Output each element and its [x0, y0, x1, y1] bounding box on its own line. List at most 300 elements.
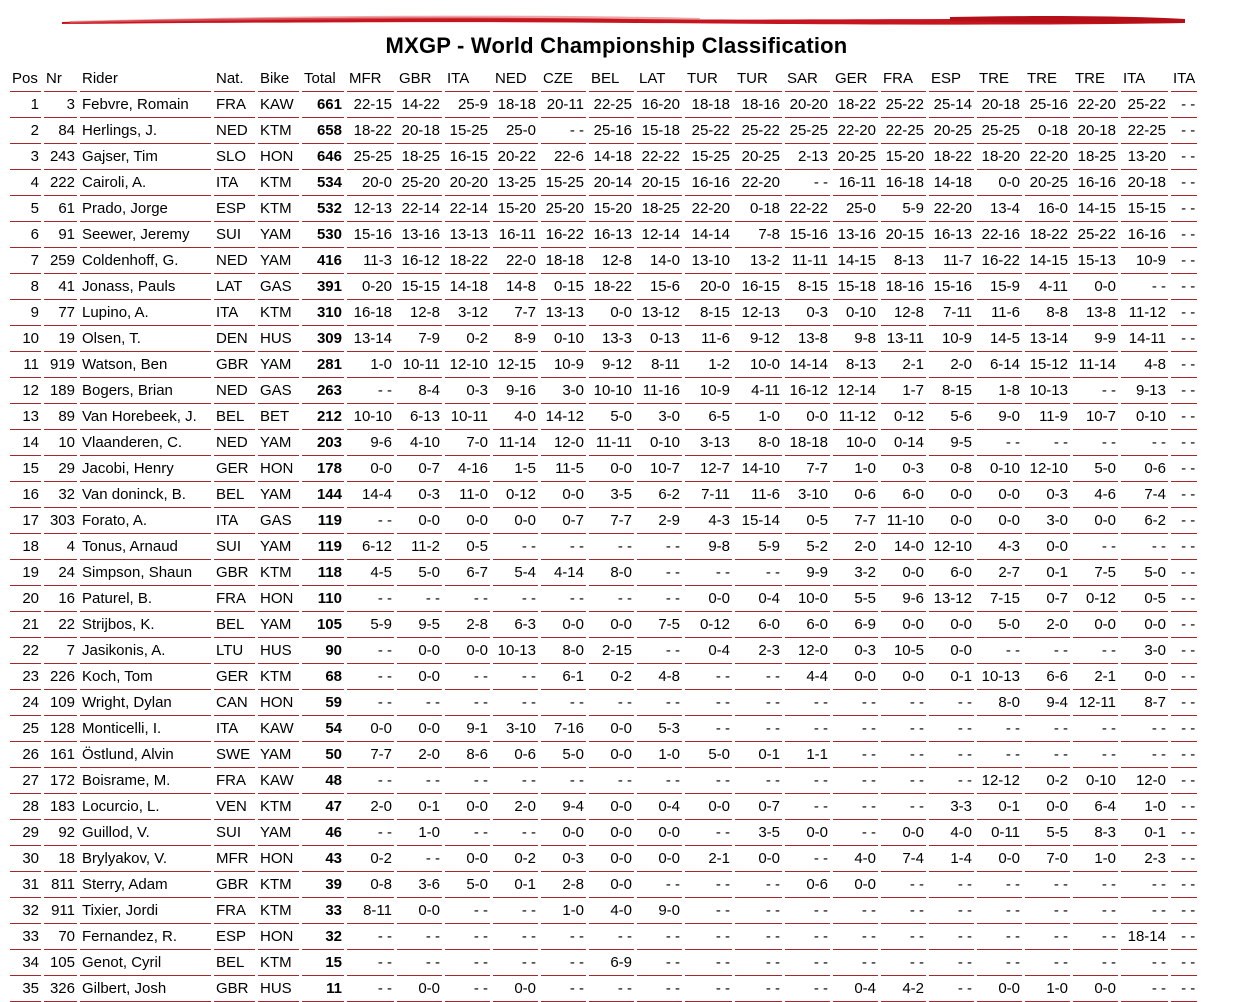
race-result-cell: 0-11: [977, 820, 1022, 846]
race-result-cell: 0-10: [1073, 768, 1118, 794]
bike-cell: YAM: [258, 612, 299, 638]
race-result-cell: 2-13: [785, 144, 830, 170]
race-result-cell: 11-14: [493, 430, 538, 456]
race-result-cell: 20-18: [1121, 170, 1168, 196]
number-cell: 92: [44, 820, 77, 846]
race-result-cell: 0-7: [541, 508, 586, 534]
bike-cell: YAM: [258, 352, 299, 378]
race-result-cell: 7-7: [589, 508, 634, 534]
race-result-cell: 0-3: [881, 456, 926, 482]
race-result-cell: 12-13: [735, 300, 782, 326]
race-result-cell: 3-13: [685, 430, 732, 456]
race-result-cell: 0-0: [1025, 534, 1070, 560]
race-result-cell: - -: [1121, 716, 1168, 742]
race-result-cell: - -: [833, 716, 878, 742]
race-result-cell: 10-13: [977, 664, 1022, 690]
nationality-cell: LAT: [214, 274, 255, 300]
race-result-cell: - -: [589, 534, 634, 560]
race-result-cell: 2-0: [347, 794, 394, 820]
race-result-cell: - -: [1121, 872, 1168, 898]
table-row: [10, 274, 1197, 300]
race-result-cell: 18-22: [1025, 222, 1070, 248]
race-result-cell: 16-16: [1121, 222, 1168, 248]
pos-cell: 30: [10, 846, 41, 872]
nationality-cell: ITA: [214, 300, 255, 326]
nationality-cell: SWE: [214, 742, 255, 768]
race-result-cell: 20-11: [541, 92, 586, 118]
pos-cell: 21: [10, 612, 41, 638]
col-header-round: ITA: [1171, 66, 1197, 92]
race-result-cell: 22-20: [685, 196, 732, 222]
race-result-cell: 20-20: [445, 170, 490, 196]
rider-name-cell: Monticelli, I.: [80, 716, 211, 742]
pos-cell: 4: [10, 170, 41, 196]
total-points-cell: 59: [302, 690, 344, 716]
rider-name-cell: Olsen, T.: [80, 326, 211, 352]
race-result-cell: - -: [1171, 638, 1197, 664]
table-row: [10, 300, 1197, 326]
race-result-cell: 0-3: [785, 300, 830, 326]
race-result-cell: 4-11: [735, 378, 782, 404]
race-result-cell: - -: [637, 690, 682, 716]
race-result-cell: - -: [881, 768, 926, 794]
race-result-cell: - -: [541, 690, 586, 716]
race-result-cell: 4-0: [929, 820, 974, 846]
race-result-cell: 9-5: [397, 612, 442, 638]
race-result-cell: 0-2: [589, 664, 634, 690]
race-result-cell: 25-14: [929, 92, 974, 118]
rider-name-cell: Vlaanderen, C.: [80, 430, 211, 456]
race-result-cell: 0-0: [589, 716, 634, 742]
table-row: [10, 378, 1197, 404]
race-result-cell: 8-4: [397, 378, 442, 404]
race-result-cell: - -: [881, 898, 926, 924]
pos-cell: 25: [10, 716, 41, 742]
number-cell: 109: [44, 690, 77, 716]
race-result-cell: 0-7: [735, 794, 782, 820]
race-result-cell: 1-0: [735, 404, 782, 430]
race-result-cell: 12-7: [685, 456, 732, 482]
race-result-cell: 0-8: [929, 456, 974, 482]
pos-cell: 28: [10, 794, 41, 820]
race-result-cell: 11-12: [833, 404, 878, 430]
race-result-cell: 10-7: [637, 456, 682, 482]
rider-name-cell: Coldenhoff, G.: [80, 248, 211, 274]
race-result-cell: 9-6: [881, 586, 926, 612]
race-result-cell: - -: [929, 950, 974, 976]
race-result-cell: 15-6: [637, 274, 682, 300]
race-result-cell: 2-0: [929, 352, 974, 378]
race-result-cell: 1-7: [881, 378, 926, 404]
race-result-cell: 18-22: [589, 274, 634, 300]
race-result-cell: - -: [1025, 742, 1070, 768]
race-result-cell: 0-7: [397, 456, 442, 482]
race-result-cell: 2-15: [589, 638, 634, 664]
race-result-cell: - -: [397, 690, 442, 716]
race-result-cell: - -: [637, 586, 682, 612]
number-cell: 77: [44, 300, 77, 326]
race-result-cell: - -: [1025, 950, 1070, 976]
pos-cell: 17: [10, 508, 41, 534]
race-result-cell: - -: [685, 924, 732, 950]
race-result-cell: 25-25: [977, 118, 1022, 144]
race-result-cell: - -: [541, 976, 586, 1002]
race-result-cell: 2-0: [397, 742, 442, 768]
race-result-cell: 13-12: [929, 586, 974, 612]
race-result-cell: - -: [977, 742, 1022, 768]
table-row: [10, 118, 1197, 144]
race-result-cell: - -: [929, 716, 974, 742]
race-result-cell: 13-12: [637, 300, 682, 326]
race-result-cell: 11-6: [685, 326, 732, 352]
race-result-cell: - -: [881, 742, 926, 768]
race-result-cell: - -: [347, 664, 394, 690]
race-result-cell: 0-3: [1025, 482, 1070, 508]
nationality-cell: FRA: [214, 586, 255, 612]
race-result-cell: 0-3: [397, 482, 442, 508]
rider-name-cell: Fernandez, R.: [80, 924, 211, 950]
race-result-cell: 5-4: [493, 560, 538, 586]
race-result-cell: 11-14: [1073, 352, 1118, 378]
race-result-cell: 22-14: [445, 196, 490, 222]
race-result-cell: - -: [445, 586, 490, 612]
race-result-cell: 7-8: [735, 222, 782, 248]
pos-cell: 7: [10, 248, 41, 274]
race-result-cell: - -: [785, 690, 830, 716]
race-result-cell: 25-20: [397, 170, 442, 196]
race-result-cell: 14-12: [541, 404, 586, 430]
rider-name-cell: Van doninck, B.: [80, 482, 211, 508]
race-result-cell: 0-0: [1025, 794, 1070, 820]
table-row: [10, 534, 1197, 560]
rider-name-cell: Boisrame, M.: [80, 768, 211, 794]
race-result-cell: 6-3: [493, 612, 538, 638]
col-header-round: ESP: [929, 66, 974, 92]
race-result-cell: 7-15: [977, 586, 1022, 612]
number-cell: 811: [44, 872, 77, 898]
nationality-cell: SUI: [214, 820, 255, 846]
race-result-cell: 13-11: [881, 326, 926, 352]
race-result-cell: 7-9: [397, 326, 442, 352]
race-result-cell: - -: [493, 898, 538, 924]
race-result-cell: - -: [977, 950, 1022, 976]
race-result-cell: 15-25: [445, 118, 490, 144]
number-cell: 29: [44, 456, 77, 482]
race-result-cell: 20-20: [785, 92, 830, 118]
table-row: [10, 664, 1197, 690]
total-points-cell: 119: [302, 534, 344, 560]
race-result-cell: 20-15: [881, 222, 926, 248]
race-result-cell: 18-16: [735, 92, 782, 118]
table-row: [10, 196, 1197, 222]
race-result-cell: 15-18: [637, 118, 682, 144]
total-points-cell: 144: [302, 482, 344, 508]
race-result-cell: 5-5: [1025, 820, 1070, 846]
race-result-cell: 0-2: [493, 846, 538, 872]
race-result-cell: - -: [929, 898, 974, 924]
race-result-cell: 8-0: [735, 430, 782, 456]
race-result-cell: 14-18: [929, 170, 974, 196]
col-header-rider: Rider: [80, 66, 211, 92]
race-result-cell: - -: [1171, 742, 1197, 768]
table-row: [10, 508, 1197, 534]
race-result-cell: 15-20: [589, 196, 634, 222]
race-result-cell: 18-22: [445, 248, 490, 274]
race-result-cell: 12-14: [833, 378, 878, 404]
bike-cell: YAM: [258, 248, 299, 274]
bike-cell: KTM: [258, 950, 299, 976]
race-result-cell: 0-4: [637, 794, 682, 820]
race-result-cell: 0-1: [977, 794, 1022, 820]
rider-name-cell: Seewer, Jeremy: [80, 222, 211, 248]
rider-name-cell: Wright, Dylan: [80, 690, 211, 716]
race-result-cell: 6-5: [685, 404, 732, 430]
race-result-cell: - -: [1171, 508, 1197, 534]
race-result-cell: - -: [493, 820, 538, 846]
bike-cell: KTM: [258, 118, 299, 144]
race-result-cell: 11-6: [977, 300, 1022, 326]
race-result-cell: 5-9: [735, 534, 782, 560]
total-points-cell: 50: [302, 742, 344, 768]
race-result-cell: 22-20: [735, 170, 782, 196]
total-points-cell: 281: [302, 352, 344, 378]
race-result-cell: 12-11: [1073, 690, 1118, 716]
race-result-cell: 0-0: [881, 612, 926, 638]
bike-cell: YAM: [258, 222, 299, 248]
race-result-cell: - -: [637, 638, 682, 664]
total-points-cell: 532: [302, 196, 344, 222]
race-result-cell: - -: [637, 534, 682, 560]
race-result-cell: 16-16: [1073, 170, 1118, 196]
race-result-cell: 22-20: [1025, 144, 1070, 170]
race-result-cell: 2-9: [637, 508, 682, 534]
race-result-cell: 0-10: [637, 430, 682, 456]
page-title: MXGP - World Championship Classification: [385, 33, 848, 58]
race-result-cell: 0-0: [929, 508, 974, 534]
bike-cell: YAM: [258, 534, 299, 560]
race-result-cell: 9-8: [833, 326, 878, 352]
rider-name-cell: Jonass, Pauls: [80, 274, 211, 300]
race-result-cell: 3-0: [637, 404, 682, 430]
race-result-cell: - -: [1171, 768, 1197, 794]
race-result-cell: 1-0: [397, 820, 442, 846]
rider-name-cell: Östlund, Alvin: [80, 742, 211, 768]
race-result-cell: 13-20: [1121, 144, 1168, 170]
race-result-cell: - -: [445, 664, 490, 690]
race-result-cell: - -: [929, 742, 974, 768]
race-result-cell: 25-22: [1121, 92, 1168, 118]
race-result-cell: - -: [685, 872, 732, 898]
race-result-cell: - -: [1171, 976, 1197, 1002]
number-cell: 10: [44, 430, 77, 456]
total-points-cell: 530: [302, 222, 344, 248]
nationality-cell: ITA: [214, 716, 255, 742]
race-result-cell: 18-20: [977, 144, 1022, 170]
pos-cell: 10: [10, 326, 41, 352]
race-result-cell: - -: [347, 378, 394, 404]
race-result-cell: 20-14: [589, 170, 634, 196]
race-result-cell: 6-0: [785, 612, 830, 638]
race-result-cell: 0-5: [785, 508, 830, 534]
race-result-cell: 0-0: [1073, 274, 1118, 300]
race-result-cell: 10-9: [541, 352, 586, 378]
race-result-cell: 15-25: [541, 170, 586, 196]
total-points-cell: 54: [302, 716, 344, 742]
race-result-cell: - -: [735, 690, 782, 716]
pos-cell: 34: [10, 950, 41, 976]
race-result-cell: 8-11: [347, 898, 394, 924]
race-result-cell: 0-0: [977, 482, 1022, 508]
race-result-cell: 16-12: [397, 248, 442, 274]
bike-cell: KTM: [258, 560, 299, 586]
race-result-cell: 4-14: [541, 560, 586, 586]
race-result-cell: 2-0: [1025, 612, 1070, 638]
col-header-total: Total: [302, 66, 344, 92]
race-result-cell: - -: [637, 768, 682, 794]
race-result-cell: 0-3: [833, 638, 878, 664]
race-result-cell: 0-0: [397, 664, 442, 690]
race-result-cell: 0-12: [881, 404, 926, 430]
race-result-cell: - -: [977, 430, 1022, 456]
race-result-cell: 7-7: [833, 508, 878, 534]
race-result-cell: 2-1: [881, 352, 926, 378]
race-result-cell: 6-2: [1121, 508, 1168, 534]
race-result-cell: - -: [1121, 430, 1168, 456]
pos-cell: 16: [10, 482, 41, 508]
race-result-cell: 5-2: [785, 534, 830, 560]
total-points-cell: 263: [302, 378, 344, 404]
nationality-cell: GBR: [214, 872, 255, 898]
col-header-round: NED: [493, 66, 538, 92]
race-result-cell: 5-0: [1121, 560, 1168, 586]
race-result-cell: 1-4: [929, 846, 974, 872]
race-result-cell: 18-18: [785, 430, 830, 456]
race-result-cell: - -: [785, 950, 830, 976]
race-result-cell: 16-18: [881, 170, 926, 196]
race-result-cell: 0-0: [881, 820, 926, 846]
number-cell: 172: [44, 768, 77, 794]
bike-cell: KAW: [258, 768, 299, 794]
header-brush-stroke: [0, 0, 1233, 34]
race-result-cell: 5-0: [1073, 456, 1118, 482]
rider-name-cell: Strijbos, K.: [80, 612, 211, 638]
rider-name-cell: Locurcio, L.: [80, 794, 211, 820]
race-result-cell: - -: [1171, 924, 1197, 950]
col-header-round: BEL: [589, 66, 634, 92]
total-points-cell: 534: [302, 170, 344, 196]
race-result-cell: 25-0: [493, 118, 538, 144]
race-result-cell: - -: [397, 846, 442, 872]
race-result-cell: 14-4: [347, 482, 394, 508]
race-result-cell: - -: [1171, 404, 1197, 430]
race-result-cell: 7-7: [785, 456, 830, 482]
total-points-cell: 48: [302, 768, 344, 794]
race-result-cell: - -: [1171, 196, 1197, 222]
race-result-cell: 2-3: [735, 638, 782, 664]
rider-name-cell: Watson, Ben: [80, 352, 211, 378]
race-result-cell: 0-0: [397, 716, 442, 742]
table-row: [10, 768, 1197, 794]
race-result-cell: 15-13: [1073, 248, 1118, 274]
race-result-cell: 16-22: [541, 222, 586, 248]
race-result-cell: 0-0: [589, 456, 634, 482]
race-result-cell: - -: [347, 924, 394, 950]
race-result-cell: - -: [1121, 950, 1168, 976]
race-result-cell: 7-0: [1025, 846, 1070, 872]
nationality-cell: SUI: [214, 534, 255, 560]
race-result-cell: 25-9: [445, 92, 490, 118]
race-result-cell: 0-15: [541, 274, 586, 300]
number-cell: 183: [44, 794, 77, 820]
nationality-cell: GBR: [214, 976, 255, 1002]
nationality-cell: NED: [214, 378, 255, 404]
table-row: [10, 742, 1197, 768]
race-result-cell: 10-0: [833, 430, 878, 456]
race-result-cell: 20-25: [1025, 170, 1070, 196]
race-result-cell: 0-0: [685, 794, 732, 820]
rider-name-cell: Febvre, Romain: [80, 92, 211, 118]
rider-name-cell: Tixier, Jordi: [80, 898, 211, 924]
nationality-cell: DEN: [214, 326, 255, 352]
race-result-cell: - -: [685, 820, 732, 846]
race-result-cell: 7-11: [929, 300, 974, 326]
race-result-cell: 13-16: [833, 222, 878, 248]
race-result-cell: 5-6: [929, 404, 974, 430]
race-result-cell: - -: [1073, 378, 1118, 404]
race-result-cell: - -: [1171, 300, 1197, 326]
total-points-cell: 646: [302, 144, 344, 170]
nationality-cell: GER: [214, 664, 255, 690]
table-row: [10, 404, 1197, 430]
race-result-cell: - -: [1171, 560, 1197, 586]
race-result-cell: 13-8: [1073, 300, 1118, 326]
race-result-cell: - -: [1025, 638, 1070, 664]
nationality-cell: FRA: [214, 768, 255, 794]
race-result-cell: - -: [685, 768, 732, 794]
race-result-cell: - -: [1025, 924, 1070, 950]
race-result-cell: - -: [1171, 612, 1197, 638]
race-result-cell: 1-0: [1121, 794, 1168, 820]
race-result-cell: 5-0: [589, 404, 634, 430]
col-header-round: GBR: [397, 66, 442, 92]
race-result-cell: 20-25: [833, 144, 878, 170]
pos-cell: 1: [10, 92, 41, 118]
number-cell: 19: [44, 326, 77, 352]
total-points-cell: 118: [302, 560, 344, 586]
race-result-cell: 22-22: [637, 144, 682, 170]
race-result-cell: - -: [1171, 872, 1197, 898]
race-result-cell: - -: [735, 560, 782, 586]
nationality-cell: ITA: [214, 508, 255, 534]
race-result-cell: - -: [685, 950, 732, 976]
race-result-cell: 0-0: [977, 846, 1022, 872]
race-result-cell: 18-18: [493, 92, 538, 118]
race-result-cell: 13-3: [589, 326, 634, 352]
race-result-cell: 0-4: [833, 976, 878, 1002]
number-cell: 919: [44, 352, 77, 378]
race-result-cell: - -: [881, 950, 926, 976]
race-result-cell: 2-8: [445, 612, 490, 638]
race-result-cell: 4-8: [637, 664, 682, 690]
race-result-cell: 7-4: [1121, 482, 1168, 508]
race-result-cell: - -: [445, 976, 490, 1002]
race-result-cell: - -: [929, 768, 974, 794]
race-result-cell: 20-0: [347, 170, 394, 196]
race-result-cell: 3-0: [1025, 508, 1070, 534]
race-result-cell: 22-20: [1073, 92, 1118, 118]
race-result-cell: 0-8: [347, 872, 394, 898]
race-result-cell: - -: [977, 898, 1022, 924]
